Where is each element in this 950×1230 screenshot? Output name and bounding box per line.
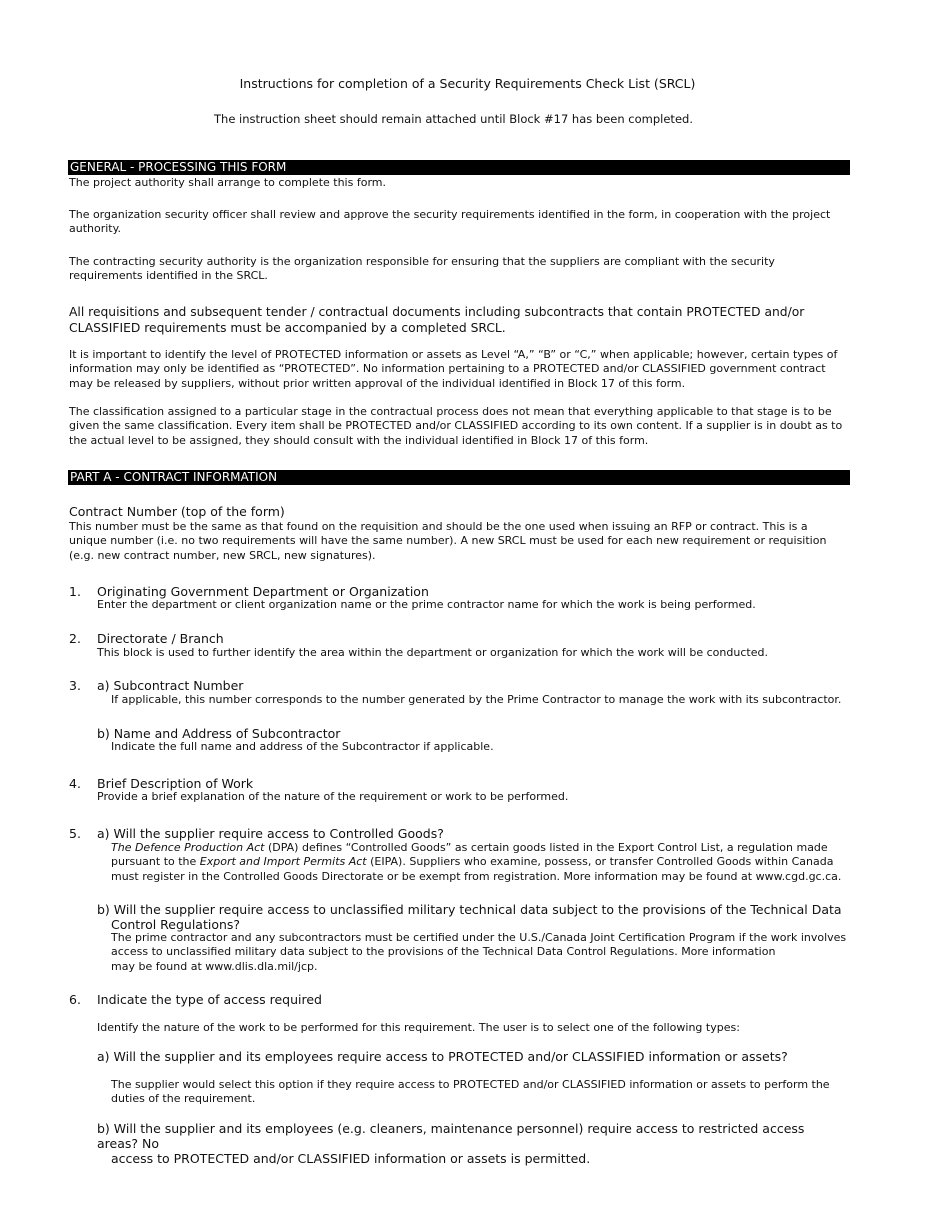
item-5a-body-part1: (DPA) defines “Controlled Goods” as certain goods listed in the Export Control List, a regulation made pursuant to the [111, 841, 828, 869]
page-subtitle: The instruction sheet should remain attached until Block #17 has been completed. [214, 112, 693, 126]
general-paragraph-2: The organization security officer shall review and approve the security requirements identified in the form, in cooperation with the project authority. [69, 208, 831, 236]
item-6a-body: The supplier would select this option if they require access to PROTECTED and/or CLASSIFIED information or assets to perform the duties of the requirement. [111, 1078, 830, 1106]
item-3a-title: a) Subcontract Number [97, 678, 244, 693]
item-6-number: 6. [69, 992, 81, 1007]
item-4-body: Provide a brief explanation of the nature of the requirement or work to be performed. [97, 790, 569, 803]
item-3a-body: If applicable, this number corresponds to the number generated by the Prime Contractor to manage the work with its subcontractor. [111, 693, 842, 706]
section-heading-part-a: PART A - CONTRACT INFORMATION [68, 470, 850, 485]
item-1-body: Enter the department or client organization name or the prime contractor name for which the work is being performed. [97, 598, 756, 611]
item-6-title: Indicate the type of access required [97, 992, 322, 1007]
item-4-title: Brief Description of Work [97, 776, 254, 791]
general-paragraph-5: It is important to identify the level of PROTECTED information or assets as Level “A,” “B” or “C,” when applicable; however, certain types of information may only be identified as “PROTECTED”. No information pertaining to a PROTECTED and/or CLASSIFIED government contract may be released by suppliers, without prior written approval of the individual identified in Block 17 of this form. [69, 348, 838, 390]
item-3b-body: Indicate the full name and address of the Subcontractor if applicable. [111, 740, 494, 753]
item-2-number: 2. [69, 631, 81, 646]
item-3b-title: b) Name and Address of Subcontractor [97, 726, 341, 741]
section-heading-general: GENERAL - PROCESSING THIS FORM [68, 160, 850, 175]
item-5b-title-line2: Control Regulations? [111, 917, 241, 932]
item-5b-title-line1: b) Will the supplier require access to unclassified military technical data subject to the provisions of the Technical Data [97, 902, 842, 917]
general-paragraph-4: All requisitions and subsequent tender / contractual documents including subcontracts that contain PROTECTED and/or CLASSIFIED requirements must be accompanied by a completed SRCL. [69, 305, 805, 335]
item-1-number: 1. [69, 584, 81, 599]
eipa-title: Export and Import Permits Act [199, 855, 367, 869]
item-5a-title: a) Will the supplier require access to Controlled Goods? [97, 826, 444, 841]
dpa-title: The Defence Production Act [111, 841, 265, 854]
item-5b-link: may be found at www.dlis.dla.mil/jcp. [111, 960, 318, 973]
item-2-title: Directorate / Branch [97, 631, 224, 646]
item-5a-body [111, 841, 851, 884]
item-5b-title [97, 902, 847, 932]
general-paragraph-6: The classification assigned to a particular stage in the contractual process does not mean that everything applicable to that stage is to be given the same classification. Every item shall be PROTECTED and/or CLASSIFIED according to its own content. If a supplier is in doubt as to the actual level to be assigned, they should consult with the individual identified in Block 17 of this form. [69, 405, 843, 447]
item-6-intro: Identify the nature of the work to be performed for this requirement. The user is to select one of the following types: [97, 1021, 740, 1034]
item-6b-title [97, 1121, 847, 1166]
item-6b-line1: b) Will the supplier and its employees (e.g. cleaners, maintenance personnel) require access to restricted access areas? No [97, 1121, 805, 1151]
contract-number-body: This number must be the same as that found on the requisition and should be the one used when issuing an RFP or contract. This is a unique number (i.e. no two requirements will have the same number). A new SRCL must be used for each new requirement or requisition (e.g. new contract number, new SRCL, new signatures). [69, 520, 827, 562]
item-3-number: 3. [69, 678, 81, 693]
page-title: Instructions for completion of a Security Requirements Check List (SRCL) [239, 76, 696, 91]
item-6b-line2: access to PROTECTED and/or CLASSIFIED information or assets is permitted. [111, 1151, 591, 1166]
general-paragraph-1: The project authority shall arrange to complete this form. [69, 176, 386, 189]
item-4-number: 4. [69, 776, 81, 791]
item-2-body: This block is used to further identify the area within the department or organization for which the work will be conducted. [97, 646, 768, 659]
item-1-title: Originating Government Department or Organization [97, 584, 429, 599]
general-paragraph-3: The contracting security authority is the organization responsible for ensuring that the suppliers are compliant with the security requirements identified in the SRCL. [69, 255, 775, 283]
contract-number-title: Contract Number (top of the form) [69, 504, 285, 519]
item-5-number: 5. [69, 826, 81, 841]
item-5b-body: The prime contractor and any subcontractors must be certified under the U.S./Canada Joint Certification Program if the work involves access to unclassified military data subject to the provisions of the Technical Data Control Regulations. More information [111, 931, 847, 959]
item-6a-title: a) Will the supplier and its employees require access to PROTECTED and/or CLASSIFIED information or assets? [97, 1049, 788, 1064]
item-5a-body-part2: (EIPA). Suppliers who examine, possess, or transfer Controlled Goods within Canada must register in the Controlled Goods Directorate or be exempt from registration. More information may be found at www.cgd.gc.ca. [111, 855, 842, 883]
